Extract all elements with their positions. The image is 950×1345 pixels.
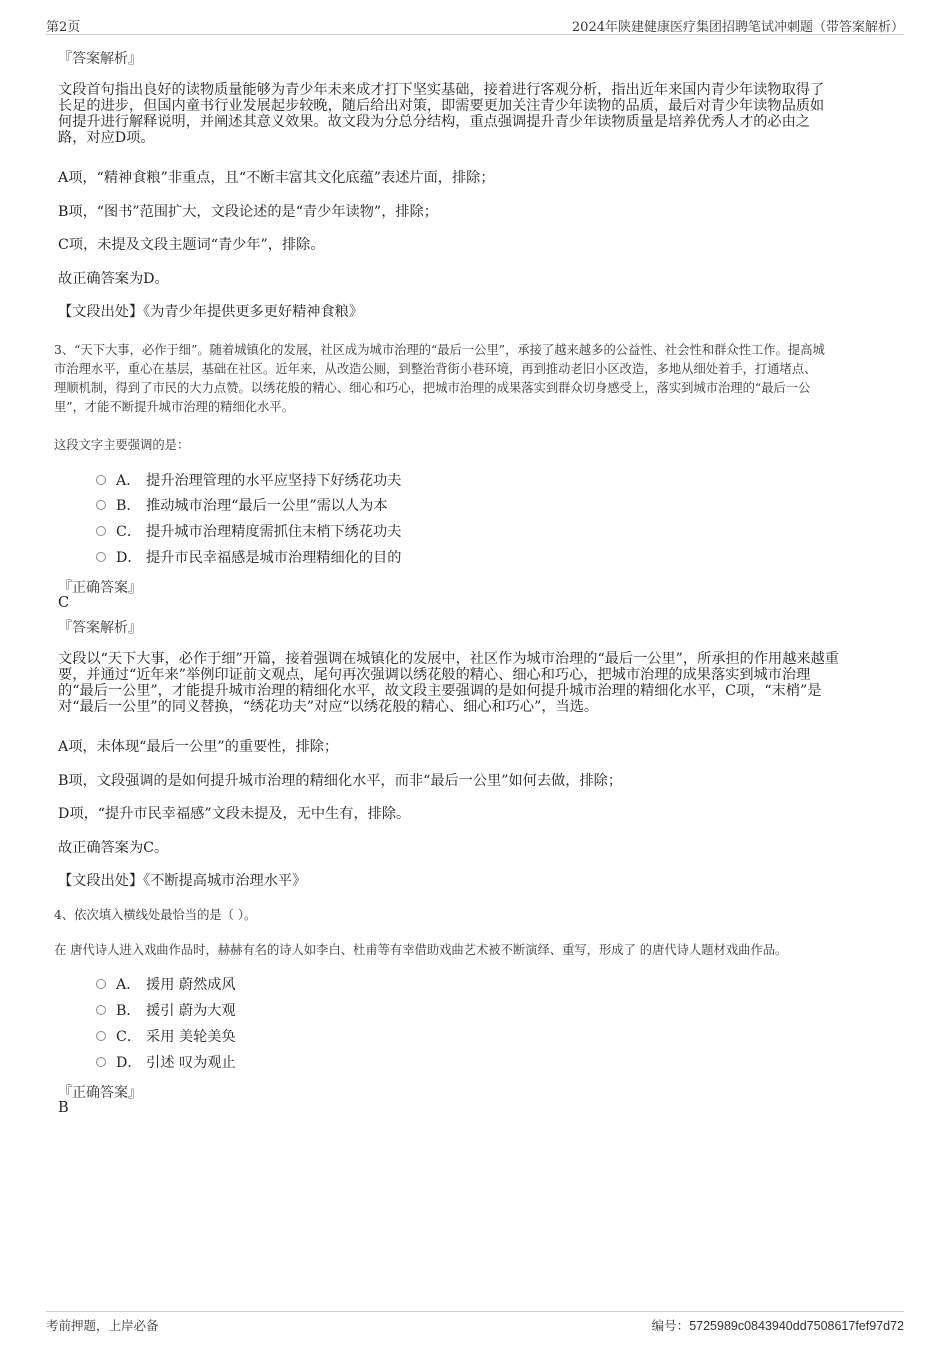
stem-line: 理顺机制，得到了市民的大力点赞。以绣花般的精心、细心和巧心，把城市治理的成果落实到群众切身感受上，落实到城市治理的“最后一公: [54, 381, 811, 395]
option-text: 引述 叹为观止: [146, 1055, 236, 1071]
radio-icon[interactable]: [96, 1031, 106, 1041]
source: 【文段出处】《不断提高城市治理水平》: [58, 873, 307, 889]
radio-icon[interactable]: [96, 526, 106, 536]
note-a: A项，未体现“最后一公里”的重要性，排除；: [58, 739, 339, 755]
source-prev: 【文段出处】《为青少年提供更多更好精神食粮》: [58, 304, 364, 320]
correct-answer-label: 『正确答案』: [58, 1085, 142, 1101]
analysis-label: 『答案解析』: [58, 620, 142, 636]
radio-icon[interactable]: [96, 979, 106, 989]
radio-icon[interactable]: [96, 500, 106, 510]
analysis-line: 长足的进步，但国内童书行业发展起步较晚，随后给出对策，即需要更加关注青少年读物的品质，最后对青少年读物品质如: [58, 98, 825, 114]
option-text: 推动城市治理“最后一公里”需以人为本: [146, 498, 388, 514]
note-d: D项，“提升市民幸福感”文段未提及，无中生有，排除。: [58, 806, 411, 822]
note-b: B项，文段强调的是如何提升城市治理的精细化水平，而非“最后一公里”如何去做，排除；: [58, 773, 623, 789]
correct-answer: B: [58, 1100, 69, 1116]
option-d[interactable]: [96, 549, 401, 567]
page-footer: [46, 1311, 904, 1334]
option-c[interactable]: [96, 1028, 236, 1046]
option-b[interactable]: [96, 497, 388, 515]
page-number: 第2页: [46, 20, 81, 35]
option-letter: B．: [116, 498, 141, 514]
footer-code: [652, 1316, 904, 1334]
option-a[interactable]: [96, 976, 236, 994]
footer-code-label: 编号：: [651, 1318, 690, 1333]
question-3-stem: [54, 341, 896, 417]
analysis-line: 要，并通过“近年来”举例印证前文观点，尾句再次强调以绣花般的精心、细心和巧心，把城市治理的成果落实到城市治理: [58, 667, 811, 683]
option-text: 采用 美轮美奂: [146, 1029, 236, 1045]
option-letter: C．: [116, 524, 142, 540]
option-letter: A．: [116, 473, 141, 489]
analysis-text: [58, 651, 896, 715]
stem-line: 里”，才能不断提升城市治理的精细化水平。: [54, 400, 294, 414]
footer-slogan: 考前押题，上岸必备: [46, 1318, 159, 1333]
analysis-line: 路，对应D项。: [58, 130, 155, 146]
correct-answer-label: 『正确答案』: [58, 580, 142, 596]
option-letter: D．: [116, 550, 142, 566]
option-b[interactable]: [96, 1002, 236, 1020]
option-text: 提升市民幸福感是城市治理精细化的目的: [146, 550, 402, 566]
footer-code-value: 5725989c0843940dd7508617fef97d72: [689, 1319, 904, 1333]
option-letter: D．: [116, 1055, 142, 1071]
radio-icon[interactable]: [96, 552, 106, 562]
analysis-label-prev: 『答案解析』: [58, 51, 142, 67]
correct-answer: C: [58, 595, 70, 611]
option-text: 援用 蔚然成风: [146, 977, 236, 993]
option-a[interactable]: [96, 472, 401, 490]
note-a-prev: A项，“精神食粮”非重点，且“不断丰富其文化底蕴”表述片面，排除；: [58, 170, 495, 186]
analysis-line: 何提升进行解释说明，并阐述其意义效果。故文段为分总分结构，重点强调提升青少年读物质量是培养优秀人才的必由之: [58, 114, 810, 130]
analysis-text-prev: [58, 82, 896, 146]
stem-line: 市治理水平，重心在基层，基础在社区。近年来，从改造公厕，到整治背街小巷环境，再到推动老旧小区改造，多地从细处着手，打通堵点、: [54, 362, 817, 376]
option-d[interactable]: [96, 1054, 236, 1072]
page-header: [46, 14, 904, 35]
radio-icon[interactable]: [96, 1005, 106, 1015]
option-letter: B．: [116, 1003, 141, 1019]
analysis-line: 文段首句指出良好的读物质量能够为青少年未来成才打下坚实基础，接着进行客观分析，指出近年来国内青少年读物取得了: [58, 82, 825, 98]
option-text: 提升城市治理精度需抓住末梢下绣花功夫: [146, 524, 402, 540]
stem-line: 3、“天下大事，必作于细”。随着城镇化的发展，社区成为城市治理的“最后一公里”，承接了越来越多的公益性、社会性和群众性工作。提高城: [54, 343, 825, 357]
radio-icon[interactable]: [96, 1057, 106, 1067]
note-c-prev: C项，未提及文段主题词“青少年”，排除。: [58, 237, 325, 253]
option-text: 援引 蔚为大观: [146, 1003, 236, 1019]
analysis-line: 文段以“天下大事，必作于细”开篇，接着强调在城镇化的发展中，社区作为城市治理的“最后一公里”，所承担的作用越来越重: [58, 651, 839, 667]
analysis-line: 的“最后一公里”，才能提升城市治理的精细化水平，故文段主要强调的是如何提升城市治理的精细化水平，C项，“末梢”是: [58, 683, 822, 699]
note-b-prev: B项，“图书”范围扩大，文段论述的是“青少年读物”，排除；: [58, 204, 438, 220]
question-3-prompt: 这段文字主要强调的是：: [54, 438, 190, 452]
document-title: 2024年陕建健康医疗集团招聘笔试冲刺题（带答案解析）: [571, 20, 904, 35]
question-4-stem: 4、依次填入横线处最恰当的是（ ）。: [54, 908, 257, 922]
conclusion: 故正确答案为C。: [58, 840, 169, 856]
question-4-passage: 在 唐代诗人进入戏曲作品时，赫赫有名的诗人如李白、杜甫等有幸借助戏曲艺术被不断演绎、重写，形成了 的唐代诗人题材戏曲作品。: [54, 943, 788, 957]
analysis-line: 对“最后一公里”的同义替换，“绣花功夫”对应“以绣花般的精心、细心和巧心”，当选。: [58, 699, 599, 715]
option-letter: A．: [116, 977, 141, 993]
conclusion-prev: 故正确答案为D。: [58, 271, 169, 287]
radio-icon[interactable]: [96, 475, 106, 485]
option-letter: C．: [116, 1029, 142, 1045]
option-c[interactable]: [96, 523, 401, 541]
option-text: 提升治理管理的水平应坚持下好绣花功夫: [146, 473, 402, 489]
